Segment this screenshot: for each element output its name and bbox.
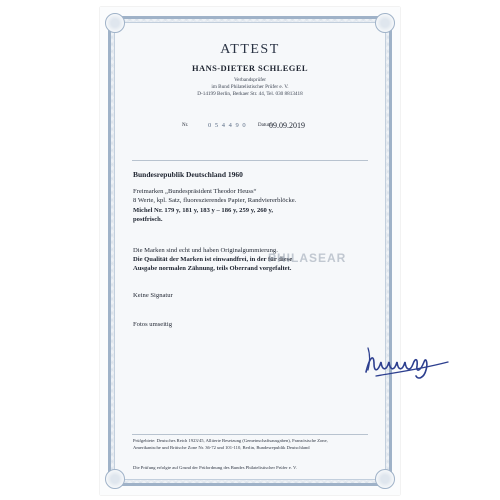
stamp-description: 8 Werte, kpl. Satz, fluoreszierendes Papier, Randviererblöcke. [133,197,297,204]
certificate-title: ATTEST [220,42,280,57]
quality-statement: Die Qualität der Marken ist einwandfrei, in der für diese [133,256,293,263]
issuer-role: Verbandsprüfer [234,77,266,83]
corner-ornament [105,469,125,489]
footer-line: Prüfgebiete: Deutsches Reich 1923/45, Alliierte Besetzung (Gemeinschaftsausgaben), Französische Zone, [133,438,328,443]
issuer-name: HANS-DIETER SCHLEGEL [192,63,308,73]
footer-line: Die Prüfung erfolgte auf Grund der Prüfordnung des Bundes Philatelistischer Prüfer e. V. [133,465,297,470]
certificate-date: 09.09.2019 [269,121,305,130]
footer-line: Amerikanische und Britische Zone Nr. 36-72 und 101-110, Berlin, Bundesrepublik Deutschland [133,445,310,450]
corner-ornament [375,469,395,489]
signature-note: Keine Signatur [133,292,173,299]
photos-note: Fotos umseitig [133,321,173,328]
corner-ornament [375,13,395,33]
quality-statement: Ausgabe normalen Zähnung, teils Oberrand vorgefaltet. [133,265,292,272]
signature [362,342,452,382]
corner-ornament [105,13,125,33]
issuer-association: im Bund Philatelistischer Prüfer e. V. [211,84,289,90]
date-label: Datum [258,123,272,128]
footer-divider [132,434,368,435]
certificate-number: 0 5 4 4 9 0 [208,122,247,129]
stamp-issue-heading: Bundesrepublik Deutschland 1960 [133,170,243,179]
issuer-address: D-14199 Berlin, Berkaer Str. 44, Tel. 030 8813418 [197,91,303,97]
divider [132,160,368,161]
michel-numbers: Michel Nr. 179 y, 181 y, 183 y – 186 y, 259 y, 260 y, [133,207,274,214]
number-label: Nr. [182,123,189,128]
certificate-sheet [100,7,400,495]
authenticity-statement: Die Marken sind echt und haben Originalgummierung. [133,247,278,254]
condition: postfrisch. [133,216,163,223]
stamp-description: Freimarken „Bundespräsident Theodor Heuss“ [133,188,257,195]
watermark: PHILASEAR [268,251,347,265]
